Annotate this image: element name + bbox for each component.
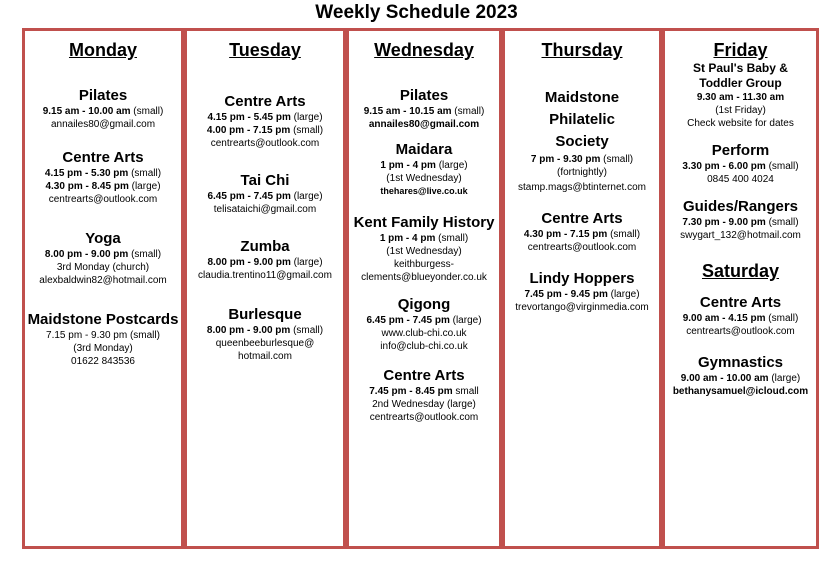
- activity-contact: alexbaldwin82@hotmail.com: [39, 275, 167, 286]
- activity-contact: trevortango@virginmedia.com: [515, 302, 649, 313]
- activity-line: (1st Wednesday): [386, 246, 462, 257]
- activity-name: St Paul's Baby & Toddler Group: [693, 61, 788, 90]
- activity-line: 8.00 pm - 9.00 pm (large): [207, 257, 323, 268]
- activity-line: 8.00 pm - 9.00 pm (small): [44, 249, 162, 260]
- activity-line: 7.30 pm - 9.00 pm (small): [682, 217, 799, 228]
- activity-name: Yoga: [85, 230, 121, 247]
- activity-contact: centrearts@outlook.com: [48, 194, 158, 205]
- activity-line: 7.45 pm - 9.45 pm (large): [524, 289, 640, 300]
- activity-line: 1 pm - 4 pm (large): [380, 160, 468, 171]
- activity-name: Maidstone Philatelic Society: [544, 89, 620, 150]
- activity-line: 2nd Wednesday (large): [372, 399, 476, 410]
- day-heading-wednesday: Wednesday: [374, 40, 474, 60]
- activity-line: 4.30 pm - 8.45 pm (large): [45, 181, 161, 192]
- activity-block: [665, 198, 816, 242]
- activity-line: (3rd Monday): [73, 343, 133, 354]
- activity-contact: hotmail.com: [238, 351, 292, 362]
- activity-contact: thehares@live.co.uk: [380, 186, 468, 196]
- activity-contact: centrearts@outlook.com: [527, 242, 637, 253]
- activity-line: (1st Wednesday): [386, 173, 462, 184]
- activity-block: [665, 354, 816, 398]
- activity-contact: stamp.mags@btinternet.com: [518, 182, 646, 193]
- activity-line: 4.00 pm - 7.15 pm (small): [206, 125, 324, 136]
- day-heading-friday: Friday: [713, 40, 768, 60]
- activity-name: Pilates: [399, 87, 449, 104]
- activity-block: [349, 367, 499, 424]
- activity-name: Pilates: [78, 87, 128, 104]
- activity-line: 3rd Monday (church): [56, 262, 150, 273]
- day-column-friday-saturday: [662, 28, 819, 549]
- activity-line: 9.00 am - 10.00 am (large): [680, 373, 801, 384]
- activity-block: [665, 142, 816, 186]
- activity-block: [505, 87, 659, 194]
- activity-block: [187, 93, 343, 150]
- activity-line: (1st Friday): [715, 105, 766, 116]
- activity-line: 9.15 am - 10.15 am (small): [363, 106, 485, 117]
- activity-block: [349, 296, 499, 353]
- activity-block: [187, 306, 343, 363]
- activity-block: [187, 238, 343, 282]
- activity-name: Centre Arts: [541, 210, 623, 227]
- activity-block: [505, 210, 659, 254]
- activity-name: Kent Family History: [353, 214, 495, 231]
- activity-name: Maidstone Postcards: [27, 311, 179, 328]
- activity-line: 6.45 pm - 7.45 pm (large): [207, 191, 323, 202]
- activity-line: 9.15 am - 10.00 am (small): [42, 106, 164, 117]
- activity-line: 4.30 pm - 7.15 pm (small): [523, 229, 641, 240]
- activity-block: [665, 294, 816, 338]
- activity-line: (fortnightly): [556, 167, 607, 178]
- activity-contact: bethanysamuel@icloud.com: [672, 386, 809, 397]
- day-heading-tuesday: Tuesday: [229, 40, 301, 60]
- activity-block: [187, 172, 343, 216]
- activity-contact: 0845 400 4024: [707, 174, 774, 185]
- activity-contact: claudia.trentino11@gmail.com: [198, 270, 332, 281]
- activity-line: 3.30 pm - 6.00 pm (small): [682, 161, 799, 172]
- activity-name: Burlesque: [228, 306, 302, 323]
- activity-name: Gymnastics: [697, 354, 784, 371]
- day-heading-monday: Monday: [68, 40, 137, 60]
- activity-block: [25, 230, 181, 287]
- activity-name: Tai Chi: [240, 172, 290, 189]
- activity-contact: centrearts@outlook.com: [210, 138, 320, 149]
- activity-block: [349, 214, 499, 284]
- activity-contact: www.club-chi.co.uk: [381, 328, 467, 339]
- day-column-tuesday: [184, 28, 346, 549]
- activity-block: [25, 87, 181, 131]
- day-column-thursday: [502, 28, 662, 549]
- activity-line: 9.30 am - 11.30 am: [696, 92, 785, 103]
- activity-name: Lindy Hoppers: [529, 270, 635, 287]
- activity-contact: swygart_132@hotmail.com: [680, 230, 801, 241]
- activity-line: 7.45 pm - 8.45 pm small: [369, 386, 479, 397]
- activity-contact: telisataichi@gmail.com: [213, 204, 317, 215]
- activity-line: 6.45 pm - 7.45 pm (large): [366, 315, 482, 326]
- activity-block: [25, 149, 181, 206]
- activity-contact: centrearts@outlook.com: [369, 412, 479, 423]
- activity-name: Qigong: [397, 296, 451, 313]
- page-title: Weekly Schedule 2023: [315, 2, 518, 23]
- activity-name: Zumba: [240, 238, 290, 255]
- activity-line: 4.15 pm - 5.30 pm (small): [44, 168, 162, 179]
- activity-contact: clements@blueyonder.co.uk: [361, 272, 487, 283]
- activity-contact: centrearts@outlook.com: [686, 326, 795, 337]
- activity-line: 4.15 pm - 5.45 pm (large): [207, 112, 323, 123]
- activity-line: 9.00 am - 4.15 pm (small): [682, 313, 799, 324]
- activity-line: 1 pm - 4 pm (small): [379, 233, 469, 244]
- activity-line: 7.15 pm - 9.30 pm (small): [46, 330, 160, 341]
- activity-block: [349, 141, 499, 198]
- activity-block: [25, 311, 181, 368]
- activity-contact: queenbeeburlesque@: [215, 338, 315, 349]
- activity-name: Centre Arts: [224, 93, 306, 110]
- activity-block: [349, 87, 499, 131]
- day-heading-thursday: Thursday: [541, 40, 623, 60]
- activity-contact: info@club-chi.co.uk: [380, 341, 468, 352]
- activity-contact: keithburgess-: [393, 259, 455, 270]
- day-column-monday: [22, 28, 184, 549]
- activity-contact: annailes80@gmail.com: [368, 119, 480, 130]
- activity-name: Guides/Rangers: [682, 198, 799, 215]
- activity-contact: 01622 843536: [71, 356, 135, 367]
- activity-line: Check website for dates: [687, 118, 794, 129]
- activity-contact: annailes80@gmail.com: [50, 119, 156, 130]
- activity-name: Centre Arts: [699, 294, 782, 311]
- activity-line: 7 pm - 9.30 pm (small): [530, 154, 634, 165]
- activity-block: [505, 270, 659, 314]
- activity-line: 8.00 pm - 9.00 pm (small): [206, 325, 324, 336]
- day-heading-saturday: Saturday: [701, 261, 780, 281]
- activity-name: Maidara: [395, 141, 453, 158]
- activity-name: Centre Arts: [383, 367, 465, 384]
- activity-name: Perform: [711, 142, 770, 159]
- activity-name: Centre Arts: [62, 149, 144, 166]
- activity-block: [665, 61, 816, 130]
- day-column-wednesday: [346, 28, 502, 549]
